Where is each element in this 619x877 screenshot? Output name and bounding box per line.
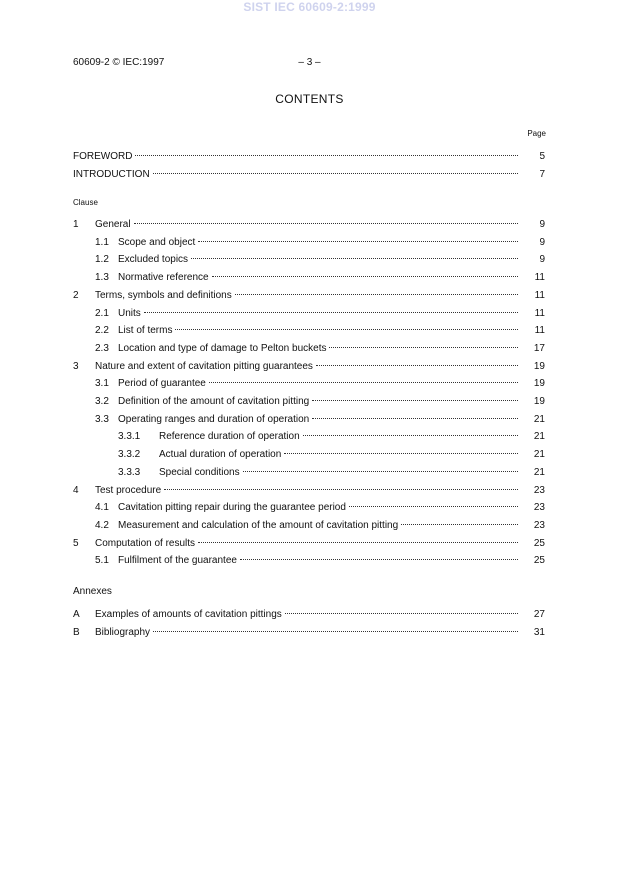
page-column-label: Page [527,129,546,138]
dot-leader [329,337,518,351]
toc-entry[interactable] [73,248,545,266]
toc-entry-number: 3.3.2 [118,449,141,461]
toc-entry-title: Terms, symbols and definitions [95,289,232,301]
toc-entry-page: 11 [534,325,545,337]
toc-entry-number: 2 [73,289,79,301]
toc-entry-number: 5 [73,537,79,549]
toc-entry-title: Examples of amounts of cavitation pittings [95,609,282,620]
dot-leader [153,163,518,177]
dot-leader [212,266,518,280]
toc-entry-number: 4.2 [95,519,109,531]
toc-entry-number: 1.2 [95,254,109,266]
toc-entry-number: 3.3 [95,413,109,425]
toc-entry-title: List of terms [118,325,173,337]
toc-entry-title: Cavitation pitting repair during the guarantee period [118,502,346,514]
dot-leader [198,231,518,245]
toc-entry-number: 3.1 [95,378,109,390]
toc-entry-number: 1.3 [95,272,109,284]
dot-leader [303,425,518,439]
toc-entry-number: 1 [73,219,79,230]
toc-entry[interactable] [73,372,545,390]
dot-leader [401,514,518,528]
toc-entry-number: 5.1 [95,555,109,567]
toc-entry[interactable] [73,549,545,567]
toc-entry-number: A [73,609,80,620]
toc-entry-page: 19 [533,378,545,390]
toc-entry-number: 3.3.3 [118,466,141,478]
dot-leader [191,248,518,262]
toc-entry-page: 19 [533,396,545,407]
toc-entry-page: 21 [533,466,545,478]
toc-entry-title: Scope and object [118,236,196,248]
toc-entry-page: 9 [539,236,545,248]
dot-leader [134,213,518,227]
toc-entry-page: 11 [534,272,545,284]
toc-entry-title: Reference duration of operation [159,431,300,443]
clause-heading: Clause [73,198,98,207]
toc-entry-title: Units [118,307,141,319]
toc-entry-number: 2.3 [95,342,109,354]
toc-entry-page: 5 [539,151,545,162]
toc-entry[interactable] [73,284,545,301]
toc-entry[interactable] [73,213,545,230]
toc-entry-page: 11 [534,307,545,319]
dot-leader [285,603,518,617]
dot-leader [198,532,518,546]
toc-entry-page: 31 [533,626,545,638]
toc-entry-title: Normative reference [118,272,209,284]
toc-entry-title: Computation of results [95,537,196,549]
toc-entry-title: Location and type of damage to Pelton buckets [118,342,327,354]
dot-leader [153,621,518,635]
toc-entry-title: Operating ranges and duration of operation [118,413,310,425]
annexes-heading: Annexes [73,586,112,597]
toc-entry[interactable] [73,163,545,180]
dot-leader [312,390,518,404]
dot-leader [349,496,518,510]
toc-entry[interactable] [73,390,545,407]
toc-entry-number: 4.1 [95,502,109,514]
toc-entry-page: 23 [533,484,545,496]
toc-entry-page: 25 [533,555,545,567]
toc-entry-title: Test procedure [95,484,162,496]
toc-entry-page: 9 [539,254,545,266]
toc-entry-page: 21 [533,413,545,425]
toc-entry[interactable] [73,532,545,549]
toc-entry-title: Excluded topics [118,254,189,266]
toc-entry-title: Bibliography [95,626,151,638]
toc-entry-title: Measurement and calculation of the amount of cavitation pitting [118,519,399,531]
toc-entry-title: Special conditions [159,466,240,478]
toc-entry-number: 3 [73,360,79,372]
watermark: SIST IEC 60609-2:1999 [243,0,376,14]
toc-entry-number: 3.2 [95,396,109,407]
toc-entry-page: 25 [533,537,545,549]
toc-entry-number: 4 [73,484,79,496]
dot-leader [175,319,518,333]
toc-entry-page: 21 [533,431,545,443]
toc-entry-title: Actual duration of operation [159,449,282,461]
dot-leader [240,549,518,563]
toc-entry-page: 17 [533,342,545,354]
dot-leader [164,479,518,493]
toc-entry-number: 2.2 [95,325,109,337]
toc-entry-page: 19 [533,360,545,372]
toc-entry[interactable] [73,603,545,620]
toc-entry-title: FOREWORD [73,151,133,162]
toc-entry-page: 11 [534,289,545,301]
toc-entry[interactable] [73,496,545,514]
dot-leader [316,355,518,369]
toc-entry-number: 3.3.1 [118,431,141,443]
toc-entry[interactable] [73,145,545,162]
toc-entry-page: 27 [533,609,545,620]
toc-entry[interactable] [73,425,545,443]
dot-leader [312,408,518,422]
toc-entry-title: INTRODUCTION [73,168,150,180]
toc-entry-number: 1.1 [95,236,109,248]
dot-leader [243,461,518,475]
toc-entry-page: 21 [533,449,545,461]
toc-entry[interactable] [73,514,545,531]
document-reference: 60609-2 © IEC:1997 [73,57,165,68]
toc-entry-number: 2.1 [95,307,109,319]
toc-entry-title: Fulfilment of the guarantee [118,555,237,567]
toc-entry-page: 23 [533,519,545,531]
dot-leader [135,145,518,159]
toc-entry[interactable] [73,231,545,248]
dot-leader [235,284,518,298]
toc-entry-title: Nature and extent of cavitation pitting guarantees [95,360,313,372]
toc-entry[interactable] [73,408,545,425]
toc-entry-number: B [73,626,80,638]
toc-entry[interactable] [73,443,545,461]
toc-entry-title: General [95,219,131,230]
toc-entry[interactable] [73,355,545,372]
toc-entry[interactable] [73,266,545,284]
page-number: – 3 – [298,57,321,68]
toc-entry-title: Period of guarantee [118,378,206,390]
toc-entry[interactable] [73,337,545,354]
toc-entry[interactable] [73,319,545,337]
toc-entry[interactable] [73,479,545,496]
toc-entry-page: 7 [539,168,545,180]
toc-entry-page: 9 [539,219,545,230]
toc-entry-title: Definition of the amount of cavitation pitting [118,396,310,407]
page-title: CONTENTS [275,92,344,106]
dot-leader [284,443,518,457]
toc-entry[interactable] [73,461,545,478]
toc-entry[interactable] [73,302,545,319]
dot-leader [209,372,518,386]
dot-leader [144,302,518,316]
toc-entry-page: 23 [533,502,545,514]
toc-entry[interactable] [73,621,545,638]
